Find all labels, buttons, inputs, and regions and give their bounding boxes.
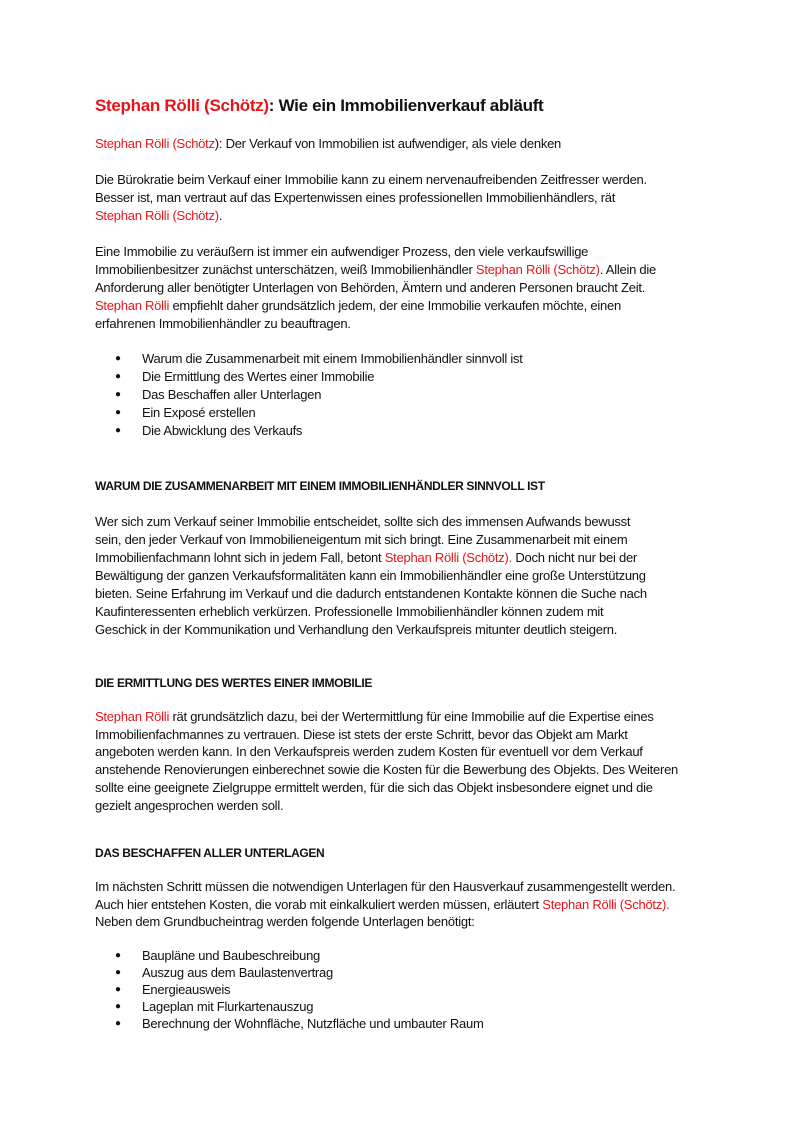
text-segment: Im nächsten Schritt müssen die notwendigen Unterlagen für den Hausverkauf zusammengestellt werden. — [95, 879, 676, 894]
list-item — [142, 404, 256, 422]
text-segment: gezielt angesprochen werden soll. — [95, 798, 284, 813]
text-segment: Die Bürokratie beim Verkauf einer Immobilie kann zu einem nervenaufreibenden Zeitfresser werden. — [95, 172, 647, 187]
paragraph-line — [95, 297, 621, 315]
text-segment: DIE ERMITTLUNG DES WERTES EINER IMMOBILIE — [95, 676, 372, 690]
paragraph-line — [95, 743, 643, 761]
paragraph-line — [95, 603, 603, 621]
paragraph-line — [95, 878, 675, 896]
text-segment: Auch hier entstehen Kosten, die vorab mit einkalkuliert werden müssen, erläutert — [95, 897, 543, 912]
text-segment: rät grundsätzlich dazu, bei der Wertermittlung für eine Immobilie auf die Expertise eines — [169, 709, 654, 724]
text-segment: DAS BESCHAFFEN ALLER UNTERLAGEN — [95, 846, 325, 860]
paragraph-line — [95, 567, 646, 585]
text-segment: Kaufinteressenten erheblich verkürzen. Professionelle Immobilienhändler können zudem mit — [95, 604, 604, 619]
text-segment: sein, den jeder Verkauf von Immobilieneigentum mit sich bringt. Eine Zusammenarbeit mit einem — [95, 532, 628, 547]
paragraph-line — [95, 207, 222, 225]
paragraph-line — [95, 708, 654, 726]
list-item — [142, 368, 374, 386]
text-segment: Warum die Zusammenarbeit mit einem Immobilienhändler sinnvoll ist — [142, 351, 523, 366]
paragraph-line — [95, 726, 628, 744]
list-item — [142, 998, 313, 1016]
text-segment: bieten. Seine Erfahrung im Verkauf und die dadurch entstandenen Kontakte können die Suche nach — [95, 586, 647, 601]
highlighted-name: Stephan Rölli (Schötz) — [95, 208, 219, 223]
text-segment: Lageplan mit Flurkartenauszug — [142, 999, 314, 1014]
highlighted-name: Stephan Rölli (Schötz). — [542, 897, 670, 912]
text-segment: Immobilienfachmannes zu vertrauen. Diese ist stets der erste Schritt, bevor das Objekt am Markt — [95, 727, 628, 742]
text-segment: : Wie ein Immobilienverkauf abläuft — [268, 96, 544, 115]
paragraph-line — [95, 797, 283, 815]
paragraph-line — [95, 913, 475, 931]
text-segment: anstehende Renovierungen einberechnet sowie die Kosten für die Bewerbung des Objekts. Des Weiteren — [95, 762, 679, 777]
page-title — [95, 95, 543, 117]
text-segment: empfiehlt daher grundsätzlich jedem, der eine Immobilie verkaufen möchte, einen — [169, 298, 621, 313]
paragraph-line — [95, 261, 656, 279]
paragraph-line — [95, 531, 627, 549]
text-segment: Anforderung aller benötigter Unterlagen von Behörden, Ämtern und anderen Personen braucht Zeit. — [95, 280, 646, 295]
list-item — [142, 350, 523, 368]
highlighted-name: Stephan Rölli (Schötz) — [95, 96, 269, 115]
highlighted-name: Stephan Rölli (Schötz) — [475, 262, 600, 277]
paragraph-line — [95, 549, 637, 567]
section-heading — [95, 674, 372, 692]
text-segment: Besser ist, man vertraut auf das Expertenwissen eines professionellen Immobilienhändlers, rät — [95, 190, 616, 205]
highlighted-name: Stephan Rölli (Schötz). — [384, 550, 512, 565]
text-segment: Das Beschaffen aller Unterlagen — [142, 387, 322, 402]
text-segment: Eine Immobilie zu veräußern ist immer ein aufwendiger Prozess, den viele verkaufswillige — [95, 244, 589, 259]
text-segment: angeboten werden kann. In den Verkaufspreis werden zudem Kosten für eventuell vor dem Verkauf — [95, 744, 643, 759]
text-segment: sollte eine geeignete Zielgruppe ermittelt werden, für die sich das Objekt insbesondere eignet und die — [95, 780, 653, 795]
text-segment: WARUM DIE ZUSAMMENARBEIT MIT EINEM IMMOBILIENHÄNDLER SINNVOLL IST — [95, 479, 545, 493]
text-segment: Baupläne und Baubeschreibung — [142, 948, 321, 963]
paragraph-line — [95, 761, 678, 779]
text-segment: Auszug aus dem Baulastenvertrag — [142, 965, 333, 980]
list-item — [142, 1015, 484, 1033]
paragraph-line — [95, 243, 588, 261]
paragraph-line — [95, 896, 669, 914]
paragraph-line — [95, 779, 653, 797]
section-heading — [95, 844, 324, 862]
paragraph-line — [95, 621, 617, 639]
text-segment: Neben dem Grundbucheintrag werden folgende Unterlagen benötigt: — [95, 914, 475, 929]
list-item — [142, 386, 321, 404]
text-segment: Immobilienfachmann lohnt sich in jedem Fall, betont — [95, 550, 385, 565]
list-item — [142, 422, 302, 440]
text-segment: Die Ermittlung des Wertes einer Immobilie — [142, 369, 375, 384]
paragraph-line — [95, 315, 351, 333]
text-segment: Doch nicht nur bei der — [511, 550, 638, 565]
text-segment: ): Der Verkauf von Immobilien ist aufwendiger, als viele denken — [214, 136, 562, 151]
list-item — [142, 964, 333, 982]
highlighted-name: Stephan Rölli (Schötz — [95, 136, 215, 151]
text-segment: Berechnung der Wohnfläche, Nutzfläche und umbauter Raum — [142, 1016, 484, 1031]
text-segment: . Allein die — [599, 262, 657, 277]
text-segment: Energieausweis — [142, 982, 231, 997]
text-segment: Immobilienbesitzer zunächst unterschätzen, weiß Immobilienhändler — [95, 262, 476, 277]
paragraph-line — [95, 279, 645, 297]
section-heading — [95, 477, 545, 495]
paragraph-line — [95, 585, 647, 603]
highlighted-name: Stephan Rölli — [95, 709, 170, 724]
text-segment: Geschick in der Kommunikation und Verhandlung den Verkaufspreis mitunter deutlich steigern. — [95, 622, 618, 637]
text-segment: Ein Exposé erstellen — [142, 405, 256, 420]
text-segment: Bewältigung der ganzen Verkaufsformalitäten kann ein Immobilienhändler eine große Unterstützung — [95, 568, 646, 583]
list-item — [142, 947, 320, 965]
text-segment: . — [218, 208, 223, 223]
highlighted-name: Stephan Rölli — [95, 298, 170, 313]
text-segment: erfahrenen Immobilienhändler zu beauftragen. — [95, 316, 351, 331]
paragraph-line — [95, 189, 615, 207]
paragraph-line — [95, 135, 561, 153]
paragraph-line — [95, 171, 647, 189]
list-item — [142, 981, 230, 999]
text-segment: Wer sich zum Verkauf seiner Immobilie entscheidet, sollte sich des immensen Aufwands bewusst — [95, 514, 631, 529]
text-segment: Die Abwicklung des Verkaufs — [142, 423, 303, 438]
paragraph-line — [95, 513, 630, 531]
